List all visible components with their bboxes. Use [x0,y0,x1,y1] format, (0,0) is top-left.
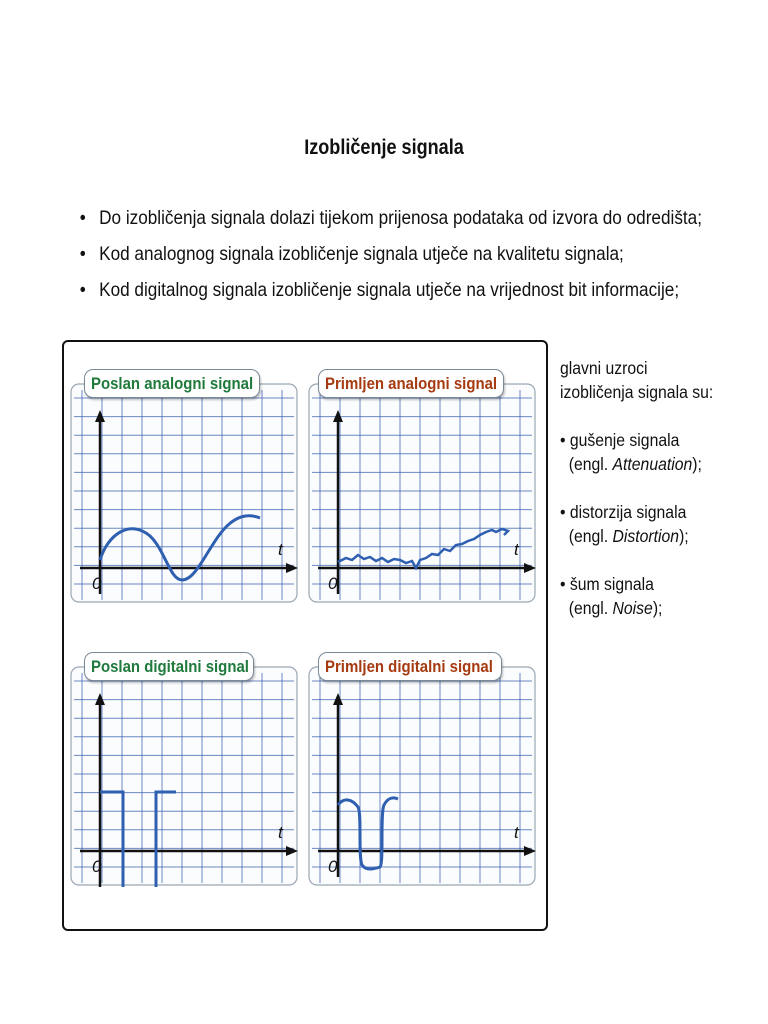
causes-list [560,356,760,620]
causes-intro: glavni uzroci [560,358,648,378]
cause-name: • distorzija signala [560,502,687,522]
panel-title-tab: Poslan analogni signal [84,369,260,398]
origin-label: 0 [328,857,338,876]
origin-label: 0 [92,857,102,876]
cause-engl: (engl. Distortion); [568,526,689,546]
cause-engl: (engl. Noise); [568,598,663,618]
origin-label: 0 [92,574,102,593]
page-title: Izobličenje signala [304,136,464,159]
panel-received-digital [308,637,536,887]
panel-received-analog [308,354,536,604]
cause-name: • šum signala [560,574,654,594]
t-axis-label: t [514,823,519,842]
panel-title-tab: Poslan digitalni signal [84,652,254,681]
bullet-list [78,200,768,308]
cause-engl: (engl. Attenuation); [568,454,702,474]
cause-name: • gušenje signala [560,430,680,450]
signal-figure [62,340,548,931]
panel-title-tab: Primljen analogni signal [318,369,504,398]
bullet-item: • Kod digitalnog signala izobličenje signala utječe na vrijednost bit informacije; [78,272,685,308]
t-axis-label: t [278,823,283,842]
t-axis-label: t [278,540,283,559]
panel-title-tab: Primljen digitalni signal [318,652,502,681]
panel-sent-analog [70,354,298,604]
panel-sent-digital [70,637,298,887]
bullet-item: • Kod analognog signala izobličenje signala utječe na kvalitetu signala; [78,236,685,272]
origin-label: 0 [328,574,338,593]
t-axis-label: t [514,540,519,559]
bullet-item: • Do izobličenja signala dolazi tijekom prijenosa podataka od izvora do odredišta; [78,200,685,236]
causes-intro: izobličenja signala su: [560,382,714,402]
